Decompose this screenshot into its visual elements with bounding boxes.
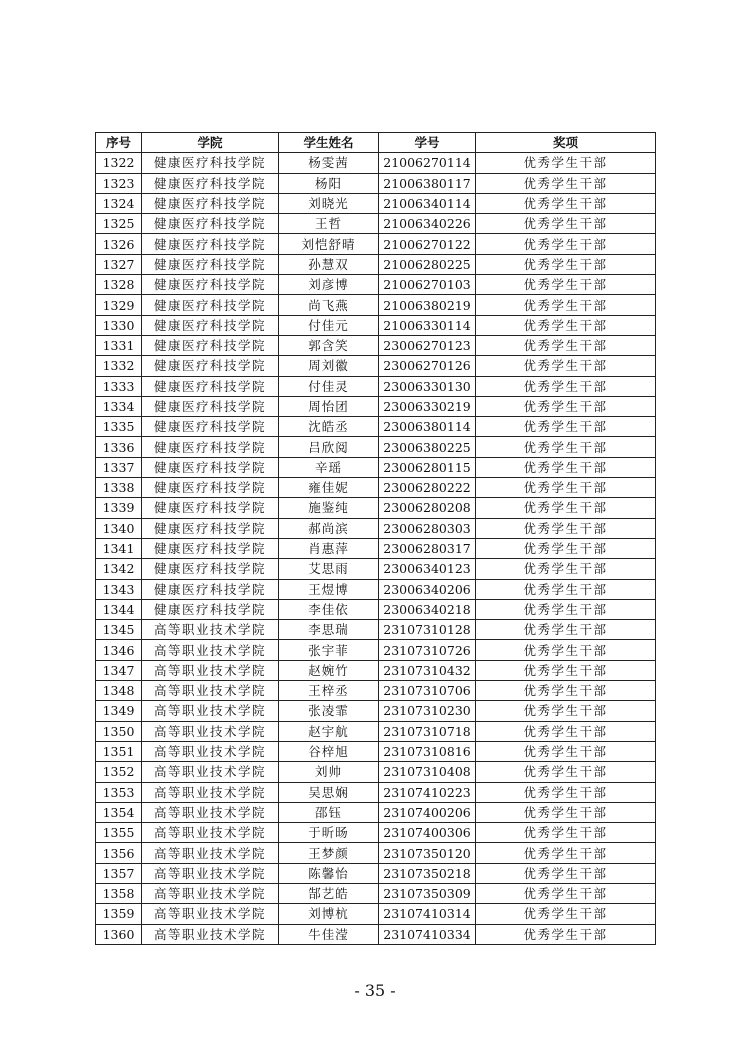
page-number: - 35 -	[354, 981, 396, 1000]
cell-serial: 1350	[96, 721, 142, 741]
table-row	[96, 234, 656, 254]
table-row	[96, 417, 656, 437]
cell-college: 高等职业技术学院	[142, 863, 279, 883]
cell-student-id: 23006280303	[379, 518, 476, 538]
cell-award: 优秀学生干部	[476, 599, 656, 619]
cell-serial: 1337	[96, 457, 142, 477]
cell-award: 优秀学生干部	[476, 234, 656, 254]
cell-award: 优秀学生干部	[476, 904, 656, 924]
cell-name: 李佳依	[279, 599, 379, 619]
cell-name: 陈馨怡	[279, 863, 379, 883]
cell-award: 优秀学生干部	[476, 437, 656, 457]
cell-college: 高等职业技术学院	[142, 823, 279, 843]
cell-serial: 1325	[96, 214, 142, 234]
cell-college: 健康医疗科技学院	[142, 275, 279, 295]
cell-college: 健康医疗科技学院	[142, 457, 279, 477]
cell-name: 刘彦博	[279, 275, 379, 295]
table-row	[96, 721, 656, 741]
cell-college: 健康医疗科技学院	[142, 437, 279, 457]
cell-name: 赵婉竹	[279, 660, 379, 680]
cell-name: 张凌霏	[279, 701, 379, 721]
cell-college: 健康医疗科技学院	[142, 335, 279, 355]
cell-name: 郭含笑	[279, 335, 379, 355]
cell-name: 吴思娴	[279, 782, 379, 802]
cell-college: 健康医疗科技学院	[142, 153, 279, 173]
table-row	[96, 518, 656, 538]
cell-college: 健康医疗科技学院	[142, 518, 279, 538]
cell-college: 健康医疗科技学院	[142, 396, 279, 416]
award-list-table	[95, 132, 656, 945]
cell-name: 尚飞燕	[279, 295, 379, 315]
cell-college: 健康医疗科技学院	[142, 295, 279, 315]
table-row	[96, 620, 656, 640]
cell-name: 付佳灵	[279, 376, 379, 396]
cell-serial: 1356	[96, 843, 142, 863]
cell-college: 高等职业技术学院	[142, 904, 279, 924]
cell-serial: 1344	[96, 599, 142, 619]
cell-college: 健康医疗科技学院	[142, 376, 279, 396]
cell-name: 王煜博	[279, 579, 379, 599]
cell-student-id: 23006270123	[379, 335, 476, 355]
cell-name: 沈皓丞	[279, 417, 379, 437]
table-row	[96, 254, 656, 274]
cell-name: 刘博杭	[279, 904, 379, 924]
cell-student-id: 23006340218	[379, 599, 476, 619]
cell-student-id: 23107310128	[379, 620, 476, 640]
cell-student-id: 23006380225	[379, 437, 476, 457]
cell-college: 高等职业技术学院	[142, 843, 279, 863]
cell-award: 优秀学生干部	[476, 538, 656, 558]
cell-serial: 1340	[96, 518, 142, 538]
cell-college: 健康医疗科技学院	[142, 173, 279, 193]
cell-name: 付佳元	[279, 315, 379, 335]
cell-college: 高等职业技术学院	[142, 640, 279, 660]
table-row	[96, 335, 656, 355]
cell-college: 高等职业技术学院	[142, 762, 279, 782]
cell-student-id: 23107400306	[379, 823, 476, 843]
cell-serial: 1336	[96, 437, 142, 457]
cell-name: 郝尚滨	[279, 518, 379, 538]
cell-college: 高等职业技术学院	[142, 924, 279, 944]
table-row	[96, 356, 656, 376]
cell-award: 优秀学生干部	[476, 640, 656, 660]
cell-name: 肖惠萍	[279, 538, 379, 558]
cell-student-id: 21006270122	[379, 234, 476, 254]
header-student-id: 学号	[379, 133, 476, 153]
cell-student-id: 23107310816	[379, 741, 476, 761]
cell-award: 优秀学生干部	[476, 863, 656, 883]
cell-name: 谷梓旭	[279, 741, 379, 761]
cell-name: 雍佳妮	[279, 478, 379, 498]
table-row	[96, 498, 656, 518]
cell-serial: 1346	[96, 640, 142, 660]
cell-award: 优秀学生干部	[476, 193, 656, 213]
table-row	[96, 640, 656, 660]
table-row	[96, 376, 656, 396]
table-row	[96, 924, 656, 944]
cell-student-id: 23006280115	[379, 457, 476, 477]
cell-college: 高等职业技术学院	[142, 660, 279, 680]
cell-student-id: 21006340114	[379, 193, 476, 213]
cell-college: 健康医疗科技学院	[142, 498, 279, 518]
table-row	[96, 843, 656, 863]
cell-name: 辛瑶	[279, 457, 379, 477]
cell-serial: 1341	[96, 538, 142, 558]
cell-serial: 1329	[96, 295, 142, 315]
table-row	[96, 599, 656, 619]
cell-name: 王哲	[279, 214, 379, 234]
cell-name: 杨雯茜	[279, 153, 379, 173]
cell-serial: 1351	[96, 741, 142, 761]
cell-serial: 1348	[96, 681, 142, 701]
cell-college: 高等职业技术学院	[142, 701, 279, 721]
cell-student-id: 23107310718	[379, 721, 476, 741]
cell-college: 健康医疗科技学院	[142, 234, 279, 254]
cell-name: 王梓丞	[279, 681, 379, 701]
cell-serial: 1335	[96, 417, 142, 437]
cell-student-id: 21006330114	[379, 315, 476, 335]
table-row	[96, 741, 656, 761]
table-row	[96, 457, 656, 477]
cell-name: 施鉴纯	[279, 498, 379, 518]
table-row	[96, 153, 656, 173]
table-row	[96, 660, 656, 680]
cell-student-id: 23107410334	[379, 924, 476, 944]
cell-award: 优秀学生干部	[476, 762, 656, 782]
cell-student-id: 21006380219	[379, 295, 476, 315]
cell-college: 高等职业技术学院	[142, 802, 279, 822]
cell-student-id: 23107350120	[379, 843, 476, 863]
cell-award: 优秀学生干部	[476, 254, 656, 274]
table-row	[96, 904, 656, 924]
table-row	[96, 762, 656, 782]
cell-student-id: 23107350309	[379, 883, 476, 903]
cell-college: 高等职业技术学院	[142, 681, 279, 701]
cell-student-id: 21006270114	[379, 153, 476, 173]
cell-serial: 1324	[96, 193, 142, 213]
table-row	[96, 701, 656, 721]
cell-student-id: 23107410314	[379, 904, 476, 924]
table-row	[96, 315, 656, 335]
cell-student-id: 23107310230	[379, 701, 476, 721]
cell-student-id: 23107350218	[379, 863, 476, 883]
table-row	[96, 681, 656, 701]
table-row	[96, 437, 656, 457]
cell-college: 高等职业技术学院	[142, 782, 279, 802]
table-row	[96, 863, 656, 883]
cell-serial: 1327	[96, 254, 142, 274]
cell-student-id: 23006340123	[379, 559, 476, 579]
table-row	[96, 559, 656, 579]
cell-college: 健康医疗科技学院	[142, 579, 279, 599]
table-row	[96, 193, 656, 213]
cell-student-id: 23107310408	[379, 762, 476, 782]
cell-award: 优秀学生干部	[476, 356, 656, 376]
cell-name: 刘晓光	[279, 193, 379, 213]
cell-serial: 1342	[96, 559, 142, 579]
cell-college: 健康医疗科技学院	[142, 193, 279, 213]
cell-award: 优秀学生干部	[476, 681, 656, 701]
cell-serial: 1339	[96, 498, 142, 518]
table-row	[96, 782, 656, 802]
cell-college: 健康医疗科技学院	[142, 538, 279, 558]
cell-serial: 1331	[96, 335, 142, 355]
cell-student-id: 23006280317	[379, 538, 476, 558]
cell-student-id: 23006340206	[379, 579, 476, 599]
header-student-name: 学生姓名	[279, 133, 379, 153]
table-row	[96, 214, 656, 234]
cell-college: 健康医疗科技学院	[142, 214, 279, 234]
cell-serial: 1358	[96, 883, 142, 903]
cell-name: 周怡团	[279, 396, 379, 416]
cell-award: 优秀学生干部	[476, 173, 656, 193]
table-row	[96, 173, 656, 193]
cell-serial: 1332	[96, 356, 142, 376]
cell-college: 健康医疗科技学院	[142, 417, 279, 437]
cell-serial: 1338	[96, 478, 142, 498]
cell-serial: 1343	[96, 579, 142, 599]
cell-award: 优秀学生干部	[476, 741, 656, 761]
cell-award: 优秀学生干部	[476, 843, 656, 863]
cell-award: 优秀学生干部	[476, 823, 656, 843]
cell-college: 高等职业技术学院	[142, 883, 279, 903]
cell-award: 优秀学生干部	[476, 498, 656, 518]
cell-name: 刘恺舒晴	[279, 234, 379, 254]
cell-student-id: 23107310706	[379, 681, 476, 701]
cell-name: 邵钰	[279, 802, 379, 822]
cell-name: 艾思雨	[279, 559, 379, 579]
table-header-row	[96, 133, 656, 153]
cell-name: 赵宇航	[279, 721, 379, 741]
cell-award: 优秀学生干部	[476, 315, 656, 335]
cell-award: 优秀学生干部	[476, 335, 656, 355]
table-row	[96, 396, 656, 416]
cell-award: 优秀学生干部	[476, 478, 656, 498]
cell-student-id: 23006280222	[379, 478, 476, 498]
table-row	[96, 883, 656, 903]
cell-serial: 1328	[96, 275, 142, 295]
cell-award: 优秀学生干部	[476, 376, 656, 396]
cell-award: 优秀学生干部	[476, 782, 656, 802]
cell-serial: 1334	[96, 396, 142, 416]
cell-college: 高等职业技术学院	[142, 721, 279, 741]
cell-college: 高等职业技术学院	[142, 741, 279, 761]
cell-award: 优秀学生干部	[476, 518, 656, 538]
cell-name: 吕欣阅	[279, 437, 379, 457]
cell-student-id: 23006280208	[379, 498, 476, 518]
cell-name: 李思瑞	[279, 620, 379, 640]
cell-award: 优秀学生干部	[476, 802, 656, 822]
cell-name: 周刘徽	[279, 356, 379, 376]
table-body	[96, 153, 656, 945]
cell-award: 优秀学生干部	[476, 701, 656, 721]
cell-name: 王梦颜	[279, 843, 379, 863]
cell-college: 健康医疗科技学院	[142, 559, 279, 579]
cell-award: 优秀学生干部	[476, 883, 656, 903]
cell-award: 优秀学生干部	[476, 214, 656, 234]
cell-student-id: 23107410223	[379, 782, 476, 802]
cell-serial: 1360	[96, 924, 142, 944]
table-row	[96, 579, 656, 599]
cell-name: 杨阳	[279, 173, 379, 193]
cell-serial: 1326	[96, 234, 142, 254]
cell-serial: 1355	[96, 823, 142, 843]
cell-college: 健康医疗科技学院	[142, 599, 279, 619]
cell-student-id: 21006280225	[379, 254, 476, 274]
cell-award: 优秀学生干部	[476, 396, 656, 416]
cell-award: 优秀学生干部	[476, 579, 656, 599]
cell-college: 健康医疗科技学院	[142, 356, 279, 376]
cell-serial: 1349	[96, 701, 142, 721]
header-award: 奖项	[476, 133, 656, 153]
cell-serial: 1330	[96, 315, 142, 335]
cell-name: 于昕旸	[279, 823, 379, 843]
cell-serial: 1354	[96, 802, 142, 822]
cell-name: 牛佳滢	[279, 924, 379, 944]
cell-award: 优秀学生干部	[476, 620, 656, 640]
cell-serial: 1347	[96, 660, 142, 680]
cell-award: 优秀学生干部	[476, 721, 656, 741]
cell-award: 优秀学生干部	[476, 417, 656, 437]
cell-award: 优秀学生干部	[476, 559, 656, 579]
cell-serial: 1359	[96, 904, 142, 924]
cell-award: 优秀学生干部	[476, 457, 656, 477]
cell-student-id: 21006340226	[379, 214, 476, 234]
cell-serial: 1345	[96, 620, 142, 640]
cell-student-id: 21006270103	[379, 275, 476, 295]
table-row	[96, 538, 656, 558]
cell-award: 优秀学生干部	[476, 153, 656, 173]
cell-serial: 1357	[96, 863, 142, 883]
cell-award: 优秀学生干部	[476, 660, 656, 680]
cell-name: 孙慧双	[279, 254, 379, 274]
cell-serial: 1323	[96, 173, 142, 193]
table-row	[96, 478, 656, 498]
cell-student-id: 23006270126	[379, 356, 476, 376]
cell-student-id: 23107400206	[379, 802, 476, 822]
cell-college: 健康医疗科技学院	[142, 478, 279, 498]
table-row	[96, 295, 656, 315]
cell-serial: 1353	[96, 782, 142, 802]
cell-student-id: 23006380114	[379, 417, 476, 437]
cell-name: 张宇菲	[279, 640, 379, 660]
cell-college: 健康医疗科技学院	[142, 254, 279, 274]
cell-college: 高等职业技术学院	[142, 620, 279, 640]
cell-award: 优秀学生干部	[476, 275, 656, 295]
table-row	[96, 823, 656, 843]
cell-student-id: 23107310726	[379, 640, 476, 660]
cell-award: 优秀学生干部	[476, 924, 656, 944]
cell-name: 刘帅	[279, 762, 379, 782]
cell-student-id: 23006330219	[379, 396, 476, 416]
cell-serial: 1352	[96, 762, 142, 782]
table-row	[96, 802, 656, 822]
cell-college: 健康医疗科技学院	[142, 315, 279, 335]
cell-student-id: 23107310432	[379, 660, 476, 680]
cell-award: 优秀学生干部	[476, 295, 656, 315]
cell-student-id: 21006380117	[379, 173, 476, 193]
table-row	[96, 275, 656, 295]
cell-student-id: 23006330130	[379, 376, 476, 396]
header-college: 学院	[142, 133, 279, 153]
cell-name: 郜艺皓	[279, 883, 379, 903]
cell-serial: 1333	[96, 376, 142, 396]
header-serial: 序号	[96, 133, 142, 153]
cell-serial: 1322	[96, 153, 142, 173]
